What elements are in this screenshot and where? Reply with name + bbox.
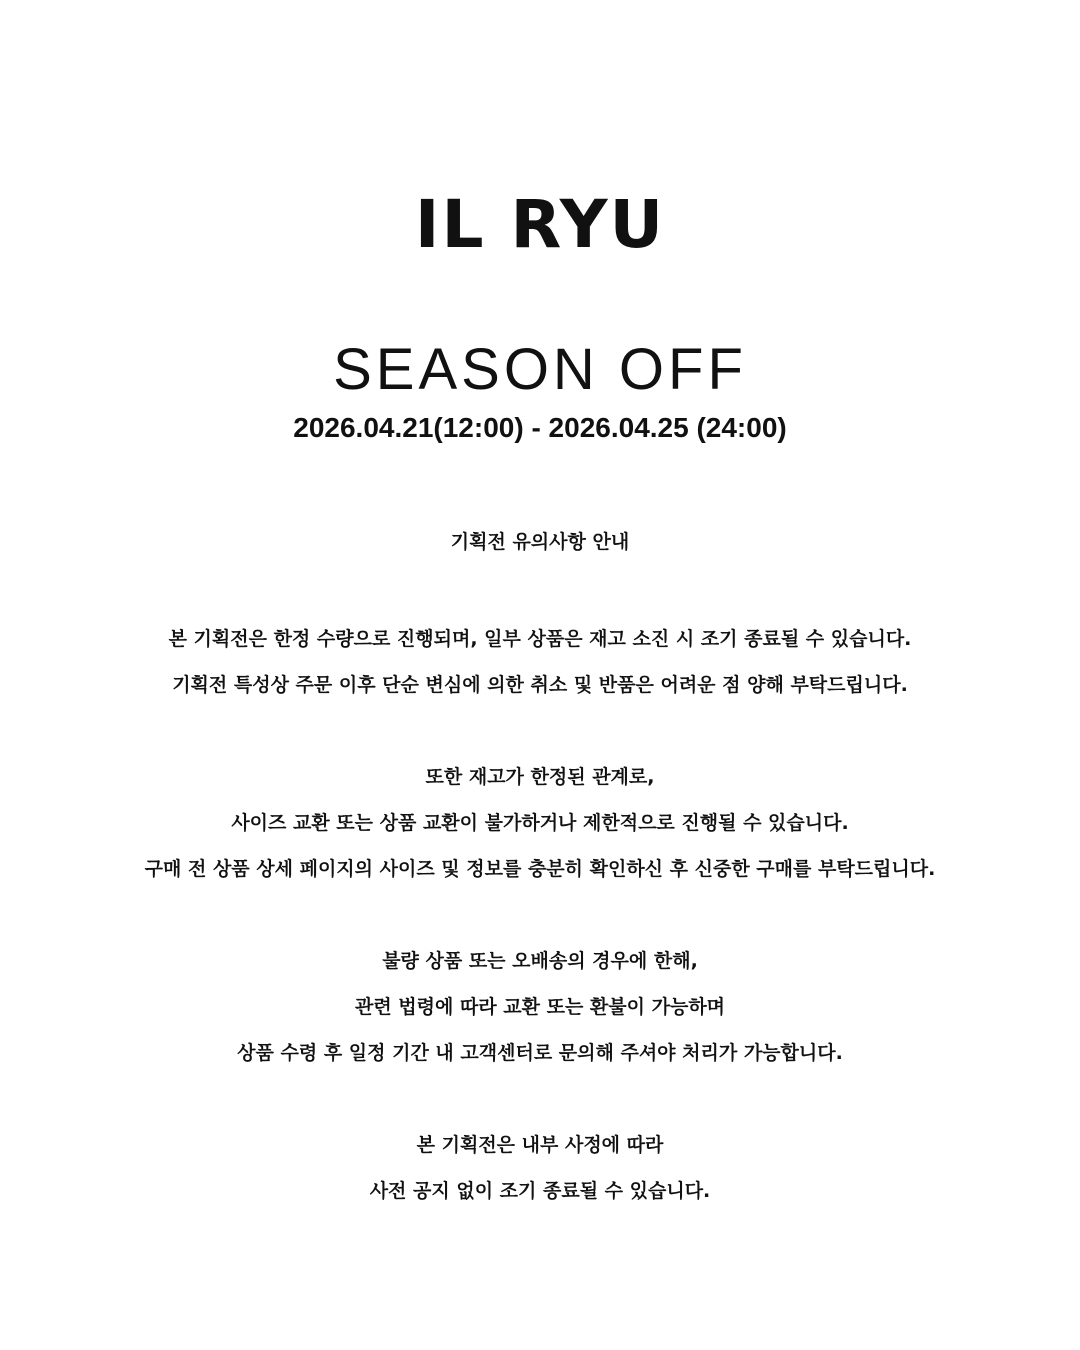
- notice-line: 또한 재고가 한정된 관계로,: [425, 766, 655, 788]
- notice-paragraph-limited-quantity: [0, 616, 1080, 708]
- notice-paragraph-defective: [0, 938, 1080, 1076]
- notice-line: 구매 전 상품 상세 페이지의 사이즈 및 정보를 충분히 확인하신 후 신중한 구매를 부탁드립니다.: [144, 858, 936, 880]
- notice-paragraph-exchange: [0, 754, 1080, 892]
- notice-line: 사전 공지 없이 조기 종료될 수 있습니다.: [369, 1180, 711, 1202]
- notice-line: 불량 상품 또는 오배송의 경우에 한해,: [382, 950, 698, 972]
- notice-line: 본 기획전은 한정 수량으로 진행되며, 일부 상품은 재고 소진 시 조기 종료될 수 있습니다.: [168, 628, 912, 650]
- notice-paragraph-early-end: [0, 1122, 1080, 1214]
- event-title: SEASON OFF: [333, 337, 747, 402]
- notice-line: 본 기획전은 내부 사정에 따라: [416, 1134, 664, 1156]
- notice-line: 관련 법령에 따라 교환 또는 환불이 가능하며: [354, 996, 726, 1018]
- notice-line: 사이즈 교환 또는 상품 교환이 불가하거나 제한적으로 진행될 수 있습니다.: [231, 812, 849, 834]
- notice-section: [0, 524, 1080, 1260]
- brand-logo-text: IL RYU: [414, 186, 666, 263]
- event-period: 2026.04.21(12:00) - 2026.04.25 (24:00): [293, 412, 787, 443]
- notice-line: 상품 수령 후 일정 기간 내 고객센터로 문의해 주셔야 처리가 가능합니다.: [237, 1042, 843, 1064]
- notice-line: 기획전 특성상 주문 이후 단순 변심에 의한 취소 및 반품은 어려운 점 양해 부탁드립니다.: [172, 674, 908, 696]
- notice-heading: 기획전 유의사항 안내: [450, 531, 630, 553]
